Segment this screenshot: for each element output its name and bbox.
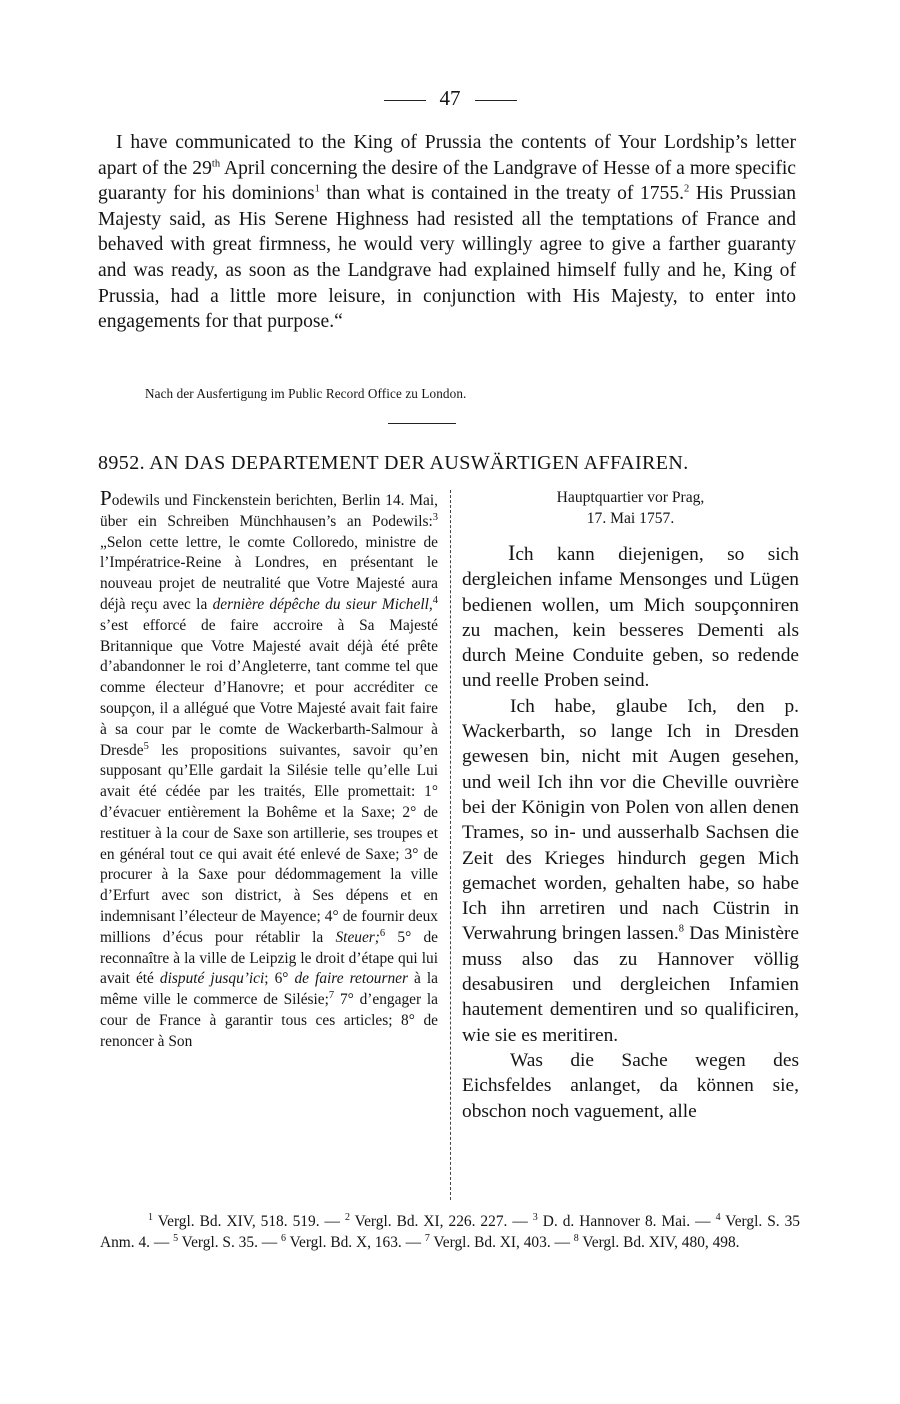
order-paragraph-3: Was die Sache wegen des Eichsfeldes anlanget, da können sie, obschon noch vaguement, alle bbox=[462, 1049, 799, 1122]
order-text bbox=[462, 540, 799, 1124]
footnote-ref-7: 7 bbox=[328, 990, 335, 1001]
footnote-ref-6: 6 bbox=[379, 927, 386, 939]
footnotes bbox=[100, 1212, 800, 1253]
order-paragraph-1: Ich kann diejenigen, so sich dergleichen infame Mensonges und Lügen bedienen wollen, um Mich soupçonniren zu machen, kein besseres Dementi als durch Meine Conduite geben, so redende und reelle Proben seind. bbox=[462, 540, 799, 692]
footnote-ref-1: 1 bbox=[314, 183, 320, 195]
dateline-place: Hauptquartier vor Prag, bbox=[556, 489, 705, 506]
footnote-ref-4: 4 bbox=[432, 594, 438, 606]
footnote-block: $^1$ Vergl. Bd. XIV, 518. 519. — $^2$ Vergl. Bd. XI, 226. 227. — $^3$ D. d. Hannover 8. Mai. — $^4$ Vergl. S. 35 Anm. 4. — $^5$ Vergl. S. 35. — $^6$ Vergl. Bd. X, 163. — $^7$ Vergl. Bd. XI, 403. — $^8$ Vergl. Bd. XIV, 480, 498. bbox=[100, 1211, 801, 1251]
footnote-ref-5: 5 bbox=[143, 740, 149, 752]
letter-continuation bbox=[98, 130, 796, 335]
footnote-ref-8: 8 bbox=[678, 923, 684, 935]
initial-letter-right: I bbox=[508, 540, 516, 565]
dateline-date: 17. Mai 1757. bbox=[586, 510, 675, 527]
header-rule-left bbox=[384, 100, 426, 101]
superscript-th: th bbox=[211, 158, 221, 170]
letter-paragraph: I have communicated to the King of Prussia the contents of Your Lordship’s letter apart of the 29th April concerning the desire of the Landgrave of Hesse of a more specific guaranty for his dominions$^1$ than what is contained in the treaty of 1755.$^2$ His Prussian Majesty said, as His Serene Highness had resisted all the temptations of France and behaved with great firmness, he would very willingly agree to give a farther guaranty and was ready, as soon as the Landgrave had explained himself fully and he, King of Prussia, had a little more leisure, in conjunction with His Majesty, to enter into engagements for that purpose.“ bbox=[98, 132, 796, 333]
source-note: Nach der Ausfertigung im Public Record Office zu London. bbox=[145, 386, 467, 401]
order-paragraph-2: Ich habe, glaube Ich, den p. Wackerbarth, so lange Ich in Dresden gewesen bin, nicht mit Augen gesehen, und weil Ich ihn vor die Cheville ouvrière bei der Königin von Polen von allen denen Trames, so in- und ausserhalb Sachsen die Zeit des Krieges hindurch gegen Mich gemachet worden, gehalten habe, so habe Ich ihn arretiren und nach Cüstrin in Verwahrung bringen lassen.$^8$ Das Ministère muss also das zu Hannover völlig desabusiren und dergleichen Infamien hautement dementiren und so qualificiren, wie sie es meritiren. bbox=[462, 695, 799, 1046]
initial-letter: P bbox=[100, 486, 112, 510]
section-title: 8952. AN DAS DEPARTEMENT DER AUSWÄRTIGEN AFFAIREN. bbox=[98, 452, 689, 474]
summary-paragraph: Podewils und Finckenstein berichten, Berlin 14. Mai, über ein Schreiben Münchhausen’s an Podewils:$^3$ „Selon cette lettre, le comte Colloredo, ministre de l’Impératrice-Reine à Londres, en présentant le nouveau projet de neutralité que Votre Majesté aura déjà reçu avec la dernière dépêche du sieur Michell,$^4$ s’est efforcé de faire accroire à Sa Majesté Britannique que Votre Majesté avait déjà été prête d’abandonner le roi d’Angleterre, tant comme tel que comme électeur d’Hanovre; et pour accréditer ce soupçon, il a allégué que Votre Majesté avait fait faire à sa cour par le comte de Wackerbarth-Salmour à Dresde$^5$ les propositions suivantes, savoir qu’en supposant qu’Elle gardait la Silésie telle qu’elle Lui avait été cédée par les traités, Elle promettait: 1° d’évacuer entièrement la Bohême et la Saxe; 2° de restituer à la cour de Saxe son artillerie, ses troupes et en général tout ce qui avait été enlevé de Saxe; 3° de procurer à la Saxe pour dédommagement la ville d’Erfurt avec son district, à Ses dépens et en indemnisant l’électeur de Mayence; 4° de fournir deux millions d’écus pour rétablir la Steuer;$^6$ 5° de reconnaître à la ville de Leipzig le droit d’étape qui lui avait été disputé jusqu’ici; 6° de faire retourner à la même ville le commerce de Silésie;$^7$ 7° d’engager la cour de France à garantir tous ces articles; 8° de renoncer à Son bbox=[100, 486, 439, 1050]
footnote-ref-2: 2 bbox=[684, 183, 690, 195]
header-rule-right bbox=[475, 100, 517, 101]
left-column-summary bbox=[100, 488, 438, 1053]
column-separator bbox=[450, 490, 451, 1200]
right-column-order bbox=[462, 487, 799, 1124]
footnote-ref-3: 3 bbox=[432, 511, 438, 523]
page-number: 47 bbox=[439, 86, 461, 110]
page-header bbox=[0, 86, 900, 111]
section-divider bbox=[388, 423, 456, 424]
